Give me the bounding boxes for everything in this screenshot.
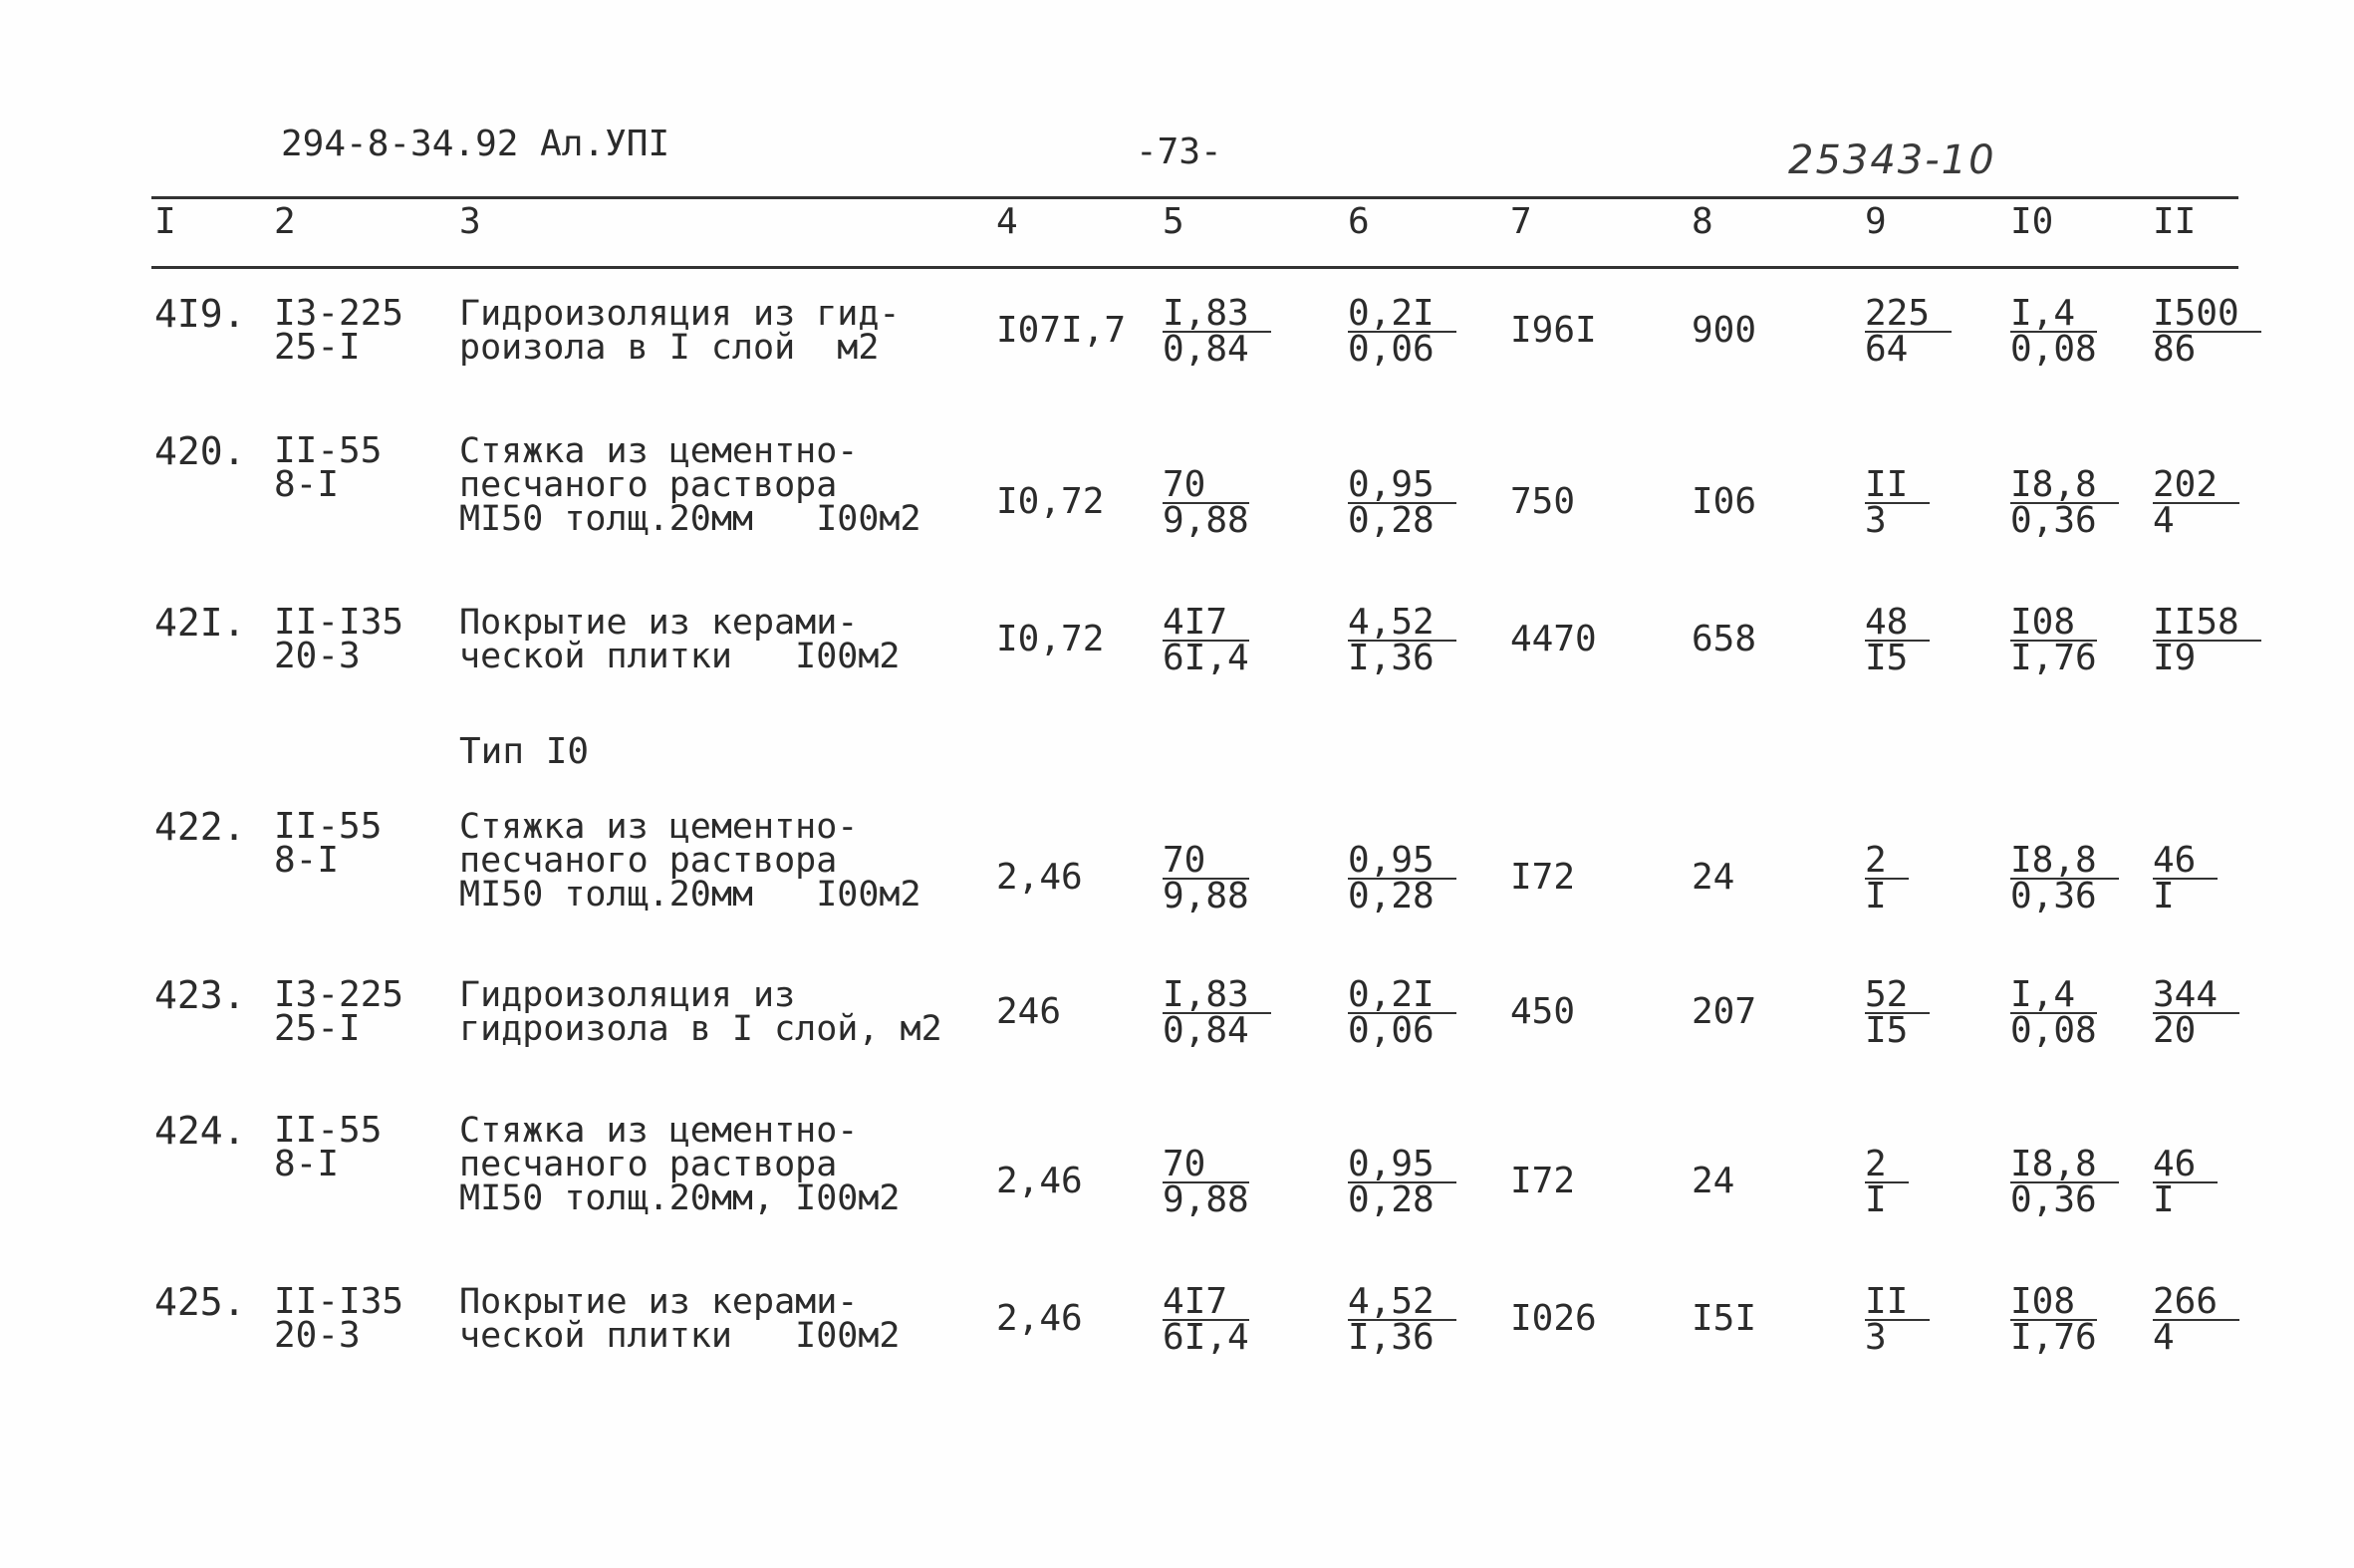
rate-code-line: II-55 (274, 806, 383, 847)
fraction-c11 (2153, 1281, 2239, 1358)
fraction-denominator: 3 (1865, 1317, 1887, 1358)
work-description-line: песчаного раствора (459, 1145, 838, 1184)
fraction-c10 (2010, 1144, 2119, 1220)
column-header-9: 9 (1865, 201, 1887, 242)
fraction-denominator: I,36 (1348, 1317, 1435, 1358)
rate-code-line: II-I35 (274, 1281, 404, 1322)
column-header-10: I0 (2010, 201, 2054, 242)
fraction-denominator: 0,84 (1163, 1010, 1249, 1051)
fraction-c6 (1348, 602, 1456, 678)
cell-col7: I96I (1510, 310, 1597, 351)
column-header-1: I (154, 201, 176, 242)
fraction-denominator: 0,28 (1348, 876, 1435, 916)
table-row (0, 292, 2354, 416)
fraction-numerator: 46 (2153, 1148, 2218, 1183)
row-number: 425. (154, 1280, 246, 1324)
work-description-line: MI50 толщ.20мм I00м2 (459, 499, 921, 539)
fraction-numerator: 0,2I (1348, 978, 1456, 1014)
work-description-line: Гидроизоляция из (459, 975, 796, 1015)
fraction-numerator: 0,95 (1348, 1148, 1456, 1183)
fraction-denominator: I (2153, 876, 2175, 916)
fraction-c10 (2010, 602, 2097, 678)
fraction-numerator: II (1865, 1285, 1930, 1321)
row-number: 42I. (154, 601, 246, 645)
fraction-denominator: 0,06 (1348, 1010, 1435, 1051)
fraction-numerator: 52 (1865, 978, 1930, 1014)
section-label: Тип I0 (459, 731, 590, 772)
cell-col7: 4470 (1510, 619, 1597, 659)
fraction-c6 (1348, 840, 1456, 916)
work-description-line: Покрытие из керами- (459, 1282, 859, 1322)
fraction-c9 (1865, 464, 1930, 541)
column-header-4: 4 (996, 201, 1018, 242)
cell-col8: 24 (1692, 1161, 1735, 1201)
fraction-numerator: I8,8 (2010, 468, 2119, 504)
rate-code-line: I3-225 (274, 974, 404, 1015)
rate-code-line: II-I35 (274, 602, 404, 643)
fraction-numerator: 4,52 (1348, 1285, 1456, 1321)
cell-col7: 750 (1510, 481, 1576, 522)
column-header-5: 5 (1163, 201, 1184, 242)
column-header-11: II (2153, 201, 2197, 242)
fraction-denominator: 6I,4 (1163, 1317, 1249, 1358)
fraction-numerator: II (1865, 468, 1930, 504)
row-number: 4I9. (154, 292, 246, 336)
quantity: 2,46 (996, 1161, 1083, 1201)
fraction-c10 (2010, 974, 2097, 1051)
fraction-numerator: I,4 (2010, 978, 2097, 1014)
fraction-denominator: 0,08 (2010, 1010, 2097, 1051)
rate-code-line: 8-I (274, 1144, 340, 1184)
fraction-numerator: 4I7 (1163, 1285, 1249, 1321)
fraction-numerator: 344 (2153, 978, 2239, 1014)
quantity: 246 (996, 991, 1062, 1032)
fraction-denominator: 0,08 (2010, 329, 2097, 370)
fraction-denominator: 0,28 (1348, 500, 1435, 541)
table-row (0, 805, 2354, 929)
fraction-c5 (1163, 602, 1249, 678)
fraction-numerator: 0,2I (1348, 297, 1456, 333)
fraction-numerator: I08 (2010, 606, 2097, 642)
cell-col7: I72 (1510, 857, 1576, 898)
fraction-numerator: 225 (1865, 297, 1952, 333)
quantity: I0,72 (996, 619, 1105, 659)
column-header-6: 6 (1348, 201, 1370, 242)
fraction-numerator: 70 (1163, 844, 1249, 880)
fraction-c9 (1865, 840, 1909, 916)
fraction-numerator: 0,95 (1348, 468, 1456, 504)
work-description-line: Стяжка из цементно- (459, 807, 859, 847)
cell-col7: I026 (1510, 1298, 1597, 1339)
rate-code-line: 20-3 (274, 636, 361, 676)
cell-col7: 450 (1510, 991, 1576, 1032)
fraction-denominator: I,76 (2010, 638, 2097, 678)
work-description-line: Гидроизоляция из гид- (459, 294, 901, 334)
rate-code-line: 25-I (274, 327, 361, 368)
cell-col8: I5I (1692, 1298, 1757, 1339)
fraction-denominator: 4 (2153, 1317, 2175, 1358)
fraction-c10 (2010, 840, 2119, 916)
fraction-c11 (2153, 464, 2239, 541)
quantity: I0,72 (996, 481, 1105, 522)
fraction-numerator: I,4 (2010, 297, 2097, 333)
fraction-c6 (1348, 974, 1456, 1051)
fraction-numerator: I500 (2153, 297, 2261, 333)
rate-code-line: 8-I (274, 464, 340, 505)
fraction-c9 (1865, 974, 1930, 1051)
fraction-c5 (1163, 840, 1249, 916)
fraction-denominator: 64 (1865, 329, 1909, 370)
fraction-c5 (1163, 1281, 1249, 1358)
work-description-line: Покрытие из керами- (459, 603, 859, 643)
fraction-denominator: 0,36 (2010, 1179, 2097, 1220)
work-description-line: Стяжка из цементно- (459, 431, 859, 471)
work-description-line: Стяжка из цементно- (459, 1111, 859, 1151)
cell-col8: 207 (1692, 991, 1757, 1032)
fraction-denominator: I (1865, 1179, 1887, 1220)
cell-col7: I72 (1510, 1161, 1576, 1201)
fraction-denominator: 20 (2153, 1010, 2197, 1051)
fraction-c5 (1163, 1144, 1249, 1220)
work-description-line: ческой плитки I00м2 (459, 637, 901, 676)
cell-col8: 658 (1692, 619, 1757, 659)
fraction-denominator: 0,06 (1348, 329, 1435, 370)
work-description-line: роизола в I слой м2 (459, 328, 880, 368)
rate-code-line: II-55 (274, 1110, 383, 1151)
fraction-c9 (1865, 602, 1930, 678)
fraction-denominator: I5 (1865, 638, 1909, 678)
fraction-numerator: 266 (2153, 1285, 2239, 1321)
column-header-3: 3 (459, 201, 481, 242)
work-description-line: ческой плитки I00м2 (459, 1316, 901, 1356)
column-header-row (0, 201, 2354, 255)
fraction-numerator: 4I7 (1163, 606, 1249, 642)
fraction-denominator: 0,36 (2010, 876, 2097, 916)
table-row (0, 1280, 2354, 1405)
fraction-c11 (2153, 974, 2239, 1051)
fraction-c6 (1348, 1144, 1456, 1220)
fraction-numerator: 48 (1865, 606, 1930, 642)
work-description-line: песчаного раствора (459, 465, 838, 505)
handwritten-number: 25343-10 (1788, 137, 1996, 183)
fraction-numerator: 202 (2153, 468, 2239, 504)
fraction-c5 (1163, 293, 1271, 370)
table-row (0, 973, 2354, 1098)
fraction-denominator: I (2153, 1179, 2175, 1220)
fraction-denominator: 86 (2153, 329, 2197, 370)
fraction-c10 (2010, 1281, 2097, 1358)
fraction-c6 (1348, 464, 1456, 541)
rate-code-line: 8-I (274, 840, 340, 881)
fraction-c11 (2153, 293, 2261, 370)
fraction-c9 (1865, 293, 1952, 370)
fraction-denominator: I,76 (2010, 1317, 2097, 1358)
fraction-c11 (2153, 840, 2218, 916)
rate-code-line: 25-I (274, 1008, 361, 1049)
column-header-7: 7 (1510, 201, 1532, 242)
fraction-c6 (1348, 1281, 1456, 1358)
fraction-c10 (2010, 293, 2097, 370)
table-row (0, 1109, 2354, 1233)
fraction-c6 (1348, 293, 1456, 370)
rate-code-line: II-55 (274, 430, 383, 471)
fraction-denominator: 9,88 (1163, 1179, 1249, 1220)
quantity: I07I,7 (996, 310, 1127, 351)
fraction-c5 (1163, 974, 1271, 1051)
fraction-numerator: 4,52 (1348, 606, 1456, 642)
fraction-numerator: I8,8 (2010, 844, 2119, 880)
cell-col8: I06 (1692, 481, 1757, 522)
fraction-denominator: 6I,4 (1163, 638, 1249, 678)
fraction-numerator: 0,95 (1348, 844, 1456, 880)
row-number: 420. (154, 429, 246, 473)
fraction-denominator: 3 (1865, 500, 1887, 541)
fraction-denominator: 0,36 (2010, 500, 2097, 541)
fraction-numerator: I08 (2010, 1285, 2097, 1321)
fraction-denominator: 4 (2153, 500, 2175, 541)
fraction-c9 (1865, 1144, 1909, 1220)
cell-col8: 900 (1692, 310, 1757, 351)
fraction-c11 (2153, 602, 2261, 678)
fraction-c5 (1163, 464, 1249, 541)
fraction-numerator: I,83 (1163, 297, 1271, 333)
fraction-c11 (2153, 1144, 2218, 1220)
fraction-denominator: I5 (1865, 1010, 1909, 1051)
work-description-line: песчаного раствора (459, 841, 838, 881)
fraction-c10 (2010, 464, 2119, 541)
work-description-line: гидроизола в I слой, м2 (459, 1009, 942, 1049)
header-top-rule (151, 196, 2238, 199)
page-number: -73- (1136, 131, 1222, 172)
fraction-denominator: I (1865, 876, 1887, 916)
table-row (0, 429, 2354, 554)
fraction-denominator: I9 (2153, 638, 2197, 678)
quantity: 2,46 (996, 1298, 1083, 1339)
rate-code-line: 20-3 (274, 1315, 361, 1356)
fraction-numerator: 46 (2153, 844, 2218, 880)
fraction-numerator: II58 (2153, 606, 2261, 642)
quantity: 2,46 (996, 857, 1083, 898)
row-number: 424. (154, 1109, 246, 1153)
row-number: 423. (154, 973, 246, 1017)
fraction-denominator: 9,88 (1163, 500, 1249, 541)
work-description-line: MI50 толщ.20мм, I00м2 (459, 1178, 901, 1218)
header-bottom-rule (151, 266, 2238, 269)
fraction-denominator: I,36 (1348, 638, 1435, 678)
document-code: 294-8-34.92 Ал.УПI (281, 124, 670, 164)
cell-col8: 24 (1692, 857, 1735, 898)
fraction-denominator: 9,88 (1163, 876, 1249, 916)
row-number: 422. (154, 805, 246, 849)
column-header-8: 8 (1692, 201, 1713, 242)
fraction-denominator: 0,28 (1348, 1179, 1435, 1220)
fraction-numerator: I,83 (1163, 978, 1271, 1014)
fraction-numerator: 2 (1865, 844, 1909, 880)
table-row (0, 601, 2354, 725)
fraction-denominator: 0,84 (1163, 329, 1249, 370)
fraction-numerator: 70 (1163, 1148, 1249, 1183)
fraction-numerator: 2 (1865, 1148, 1909, 1183)
work-description-line: MI50 толщ.20мм I00м2 (459, 875, 921, 915)
fraction-numerator: I8,8 (2010, 1148, 2119, 1183)
fraction-numerator: 70 (1163, 468, 1249, 504)
fraction-c9 (1865, 1281, 1930, 1358)
rate-code-line: I3-225 (274, 293, 404, 334)
column-header-2: 2 (274, 201, 296, 242)
